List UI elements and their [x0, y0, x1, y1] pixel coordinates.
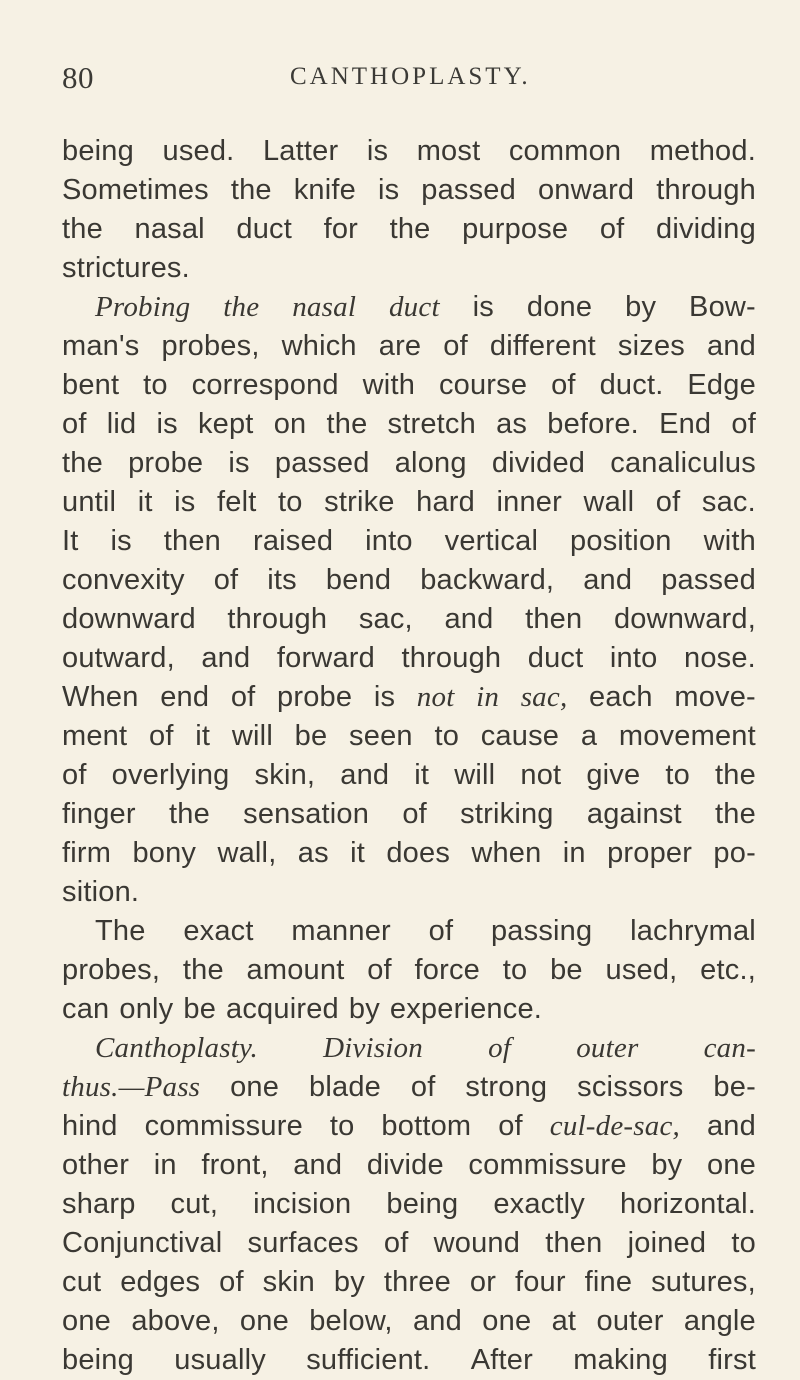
- word: probes,: [161, 330, 260, 362]
- word: not: [520, 759, 562, 791]
- word: the: [326, 408, 368, 440]
- word: commissure: [468, 1149, 627, 1181]
- text-line: [62, 990, 756, 1029]
- word: of: [498, 1110, 523, 1142]
- word: nasal: [134, 213, 205, 245]
- word: and: [707, 330, 756, 362]
- word: amount: [246, 954, 345, 986]
- word: sensation: [243, 798, 370, 830]
- page-number: 80: [62, 60, 94, 95]
- word: common: [508, 135, 622, 167]
- word: duct.: [599, 369, 664, 401]
- word: four: [514, 1266, 566, 1298]
- word: finger: [62, 798, 136, 830]
- word: will: [231, 720, 273, 752]
- word: other: [62, 1149, 130, 1181]
- text-line: [62, 1185, 756, 1224]
- word: or: [469, 1266, 497, 1298]
- word: is: [366, 135, 389, 167]
- word: and: [201, 642, 251, 674]
- word: by: [348, 993, 380, 1025]
- word: be: [294, 720, 328, 752]
- text-line: [62, 483, 756, 522]
- italic-word: cul-de-sac,: [549, 1110, 680, 1142]
- word: wall: [583, 486, 635, 518]
- word: duct: [236, 213, 292, 245]
- word: passed: [421, 174, 516, 206]
- text-line: [62, 1224, 756, 1263]
- word: Edge: [687, 369, 756, 401]
- word: Sometimes: [62, 174, 209, 206]
- word: by: [651, 1149, 683, 1181]
- word: of: [402, 798, 427, 830]
- word: the: [62, 213, 103, 245]
- word: onward: [537, 174, 635, 206]
- word: one: [62, 1305, 111, 1337]
- word: divide: [366, 1149, 444, 1181]
- word: downward: [62, 603, 196, 635]
- word: bottom: [381, 1110, 472, 1142]
- word: angle: [683, 1305, 756, 1337]
- word: three: [383, 1266, 451, 1298]
- italic-word: outer: [576, 1032, 639, 1064]
- word: hard: [416, 486, 475, 518]
- word: of: [213, 564, 239, 596]
- word: passed: [661, 564, 756, 596]
- text-line: [62, 366, 756, 405]
- word: as: [297, 837, 329, 869]
- word: the: [182, 954, 224, 986]
- word: outward,: [62, 642, 175, 674]
- word: of: [655, 486, 681, 518]
- word: which: [281, 330, 357, 362]
- text-line: [62, 1263, 756, 1302]
- word: end: [160, 681, 210, 713]
- word: usually: [174, 1344, 266, 1376]
- word: in: [562, 837, 586, 869]
- word: The: [95, 915, 146, 947]
- word: below,: [309, 1305, 393, 1337]
- word: the: [715, 759, 756, 791]
- word: scissors: [577, 1071, 684, 1103]
- italic-word: of: [488, 1032, 512, 1064]
- word: convexity: [62, 564, 185, 596]
- word: one: [230, 1071, 280, 1103]
- word: and: [583, 564, 633, 596]
- word: through: [401, 642, 502, 674]
- word: to: [278, 486, 303, 518]
- word: of: [731, 408, 756, 440]
- word: until: [62, 486, 117, 518]
- italic-word: Probing: [95, 291, 191, 323]
- word: joined: [627, 1227, 707, 1259]
- word: commissure: [144, 1110, 303, 1142]
- word: forward: [276, 642, 375, 674]
- word: then: [545, 1227, 603, 1259]
- word: manner: [291, 915, 391, 947]
- text-line: [62, 1107, 756, 1146]
- italic-word: Division: [323, 1032, 423, 1064]
- word: by: [625, 291, 657, 323]
- word: of: [62, 408, 87, 440]
- word: done: [526, 291, 593, 323]
- word: of: [551, 369, 576, 401]
- word: Latter: [262, 135, 339, 167]
- word: passing: [490, 915, 593, 947]
- word: is: [156, 408, 178, 440]
- word: wound: [433, 1227, 521, 1259]
- text-line: [62, 561, 756, 600]
- word: strictures.: [62, 252, 190, 284]
- word: of: [62, 759, 87, 791]
- word: be-: [713, 1071, 756, 1103]
- word: cause: [480, 720, 560, 752]
- word: the: [389, 213, 431, 245]
- word: outer: [596, 1305, 664, 1337]
- word: kept: [197, 408, 254, 440]
- word: of: [410, 1071, 436, 1103]
- italic-word: duct: [388, 291, 440, 323]
- word: strike: [324, 486, 395, 518]
- word: of: [367, 954, 392, 986]
- word: against: [586, 798, 682, 830]
- word: bent: [62, 369, 120, 401]
- word: knife: [293, 174, 356, 206]
- word: po-: [713, 837, 756, 869]
- word: is: [110, 525, 132, 557]
- word: is: [174, 486, 196, 518]
- word: and: [706, 1110, 756, 1142]
- word: cut,: [170, 1188, 219, 1220]
- word: being: [62, 135, 134, 167]
- word: in: [153, 1149, 177, 1181]
- page-title: CANTHOPLASTY.: [290, 63, 531, 90]
- word: canaliculus: [610, 447, 756, 479]
- italic-word: sac,: [520, 681, 568, 713]
- text-line: [62, 1146, 756, 1185]
- word: course: [438, 369, 528, 401]
- word: is: [472, 291, 494, 323]
- word: strong: [465, 1071, 548, 1103]
- word: Bow-: [689, 291, 756, 323]
- word: for: [323, 213, 359, 245]
- word: be: [550, 954, 583, 986]
- word: will: [454, 759, 496, 791]
- italic-word: the: [223, 291, 260, 323]
- word: sition.: [62, 876, 140, 908]
- word: to: [329, 1110, 355, 1142]
- word: as: [496, 408, 528, 440]
- word: then: [525, 603, 583, 635]
- word: it: [414, 759, 430, 791]
- text-line: [62, 1068, 756, 1107]
- word: into: [365, 525, 413, 557]
- word: man's: [62, 330, 140, 362]
- word: a: [580, 720, 598, 752]
- word: of: [599, 213, 625, 245]
- italic-word: thus.—Pass: [62, 1071, 201, 1103]
- word: cut: [62, 1266, 102, 1298]
- word: method.: [649, 135, 756, 167]
- word: it: [350, 837, 366, 869]
- word: vertical: [444, 525, 539, 557]
- word: dividing: [655, 213, 756, 245]
- word: edges: [120, 1266, 201, 1298]
- word: It: [62, 525, 79, 557]
- word: bony: [132, 837, 197, 869]
- word: give: [586, 759, 641, 791]
- text-line: [62, 1029, 756, 1068]
- word: lid: [106, 408, 137, 440]
- text-line: [62, 834, 756, 873]
- word: most: [416, 135, 481, 167]
- word: one: [706, 1149, 756, 1181]
- word: force: [414, 954, 481, 986]
- word: used,: [605, 954, 678, 986]
- text-line: [62, 405, 756, 444]
- text-line: [62, 951, 756, 990]
- word: striking: [460, 798, 554, 830]
- word: being: [386, 1188, 459, 1220]
- word: to: [143, 369, 168, 401]
- italic-word: can-: [703, 1032, 756, 1064]
- word: is: [377, 174, 400, 206]
- word: of: [428, 915, 454, 947]
- word: After: [470, 1344, 533, 1376]
- word: sufficient.: [306, 1344, 431, 1376]
- word: experience.: [389, 993, 543, 1025]
- word: movement: [618, 720, 756, 752]
- text-line: [62, 639, 756, 678]
- word: the: [62, 447, 103, 479]
- word: front,: [201, 1149, 269, 1181]
- word: can: [62, 993, 110, 1025]
- word: the: [168, 798, 210, 830]
- word: the: [230, 174, 272, 206]
- text-line: [62, 522, 756, 561]
- italic-word: in: [476, 681, 500, 713]
- word: raised: [252, 525, 334, 557]
- word: one: [482, 1305, 532, 1337]
- word: acquired: [226, 993, 339, 1025]
- word: position: [570, 525, 672, 557]
- text-line: [62, 171, 756, 210]
- word: firm: [62, 837, 112, 869]
- word: blade: [309, 1071, 381, 1103]
- word: backward,: [420, 564, 555, 596]
- word: wall,: [217, 837, 277, 869]
- text-line: [62, 756, 756, 795]
- word: does: [386, 837, 451, 869]
- word: with: [703, 525, 756, 557]
- text-line: [62, 1302, 756, 1341]
- word: skin,: [254, 759, 316, 791]
- word: of: [148, 720, 174, 752]
- word: skin: [262, 1266, 315, 1298]
- italic-word: nasal: [292, 291, 357, 323]
- text-line: [62, 600, 756, 639]
- italic-word: not: [416, 681, 455, 713]
- word: then: [163, 525, 222, 557]
- italic-word: Canthoplasty.: [95, 1032, 258, 1064]
- word: along: [394, 447, 467, 479]
- word: and: [293, 1149, 343, 1181]
- word: etc.,: [700, 954, 756, 986]
- word: when: [471, 837, 542, 869]
- word: through: [656, 174, 756, 206]
- word: horizontal.: [619, 1188, 756, 1220]
- word: felt: [217, 486, 257, 518]
- text-line: [62, 678, 756, 717]
- word: passed: [274, 447, 370, 479]
- word: be: [183, 993, 217, 1025]
- word: first: [708, 1344, 756, 1376]
- word: overlying: [111, 759, 230, 791]
- word: at: [551, 1305, 577, 1337]
- word: used.: [162, 135, 235, 167]
- text-line: [62, 795, 756, 834]
- word: exactly: [493, 1188, 585, 1220]
- text-line: [62, 912, 756, 951]
- word: its: [267, 564, 297, 596]
- word: and: [412, 1305, 462, 1337]
- word: purpose: [462, 213, 569, 245]
- word: by: [333, 1266, 365, 1298]
- word: is: [228, 447, 250, 479]
- text-line: [62, 327, 756, 366]
- text-line: [62, 873, 756, 912]
- word: exact: [183, 915, 254, 947]
- word: ment: [62, 720, 128, 752]
- word: downward,: [613, 603, 756, 635]
- word: with: [362, 369, 416, 401]
- word: End: [659, 408, 712, 440]
- word: is: [373, 681, 396, 713]
- word: being: [62, 1344, 134, 1376]
- word: probes,: [62, 954, 161, 986]
- word: sharp: [62, 1188, 136, 1220]
- text-line: [62, 717, 756, 756]
- word: proper: [607, 837, 693, 869]
- word: probe: [128, 447, 204, 479]
- word: When: [62, 681, 139, 713]
- text-line: [62, 210, 756, 249]
- word: to: [502, 954, 528, 986]
- word: to: [665, 759, 690, 791]
- word: inner: [496, 486, 562, 518]
- word: sizes: [617, 330, 685, 362]
- word: sac.: [701, 486, 756, 518]
- text-line: [62, 1341, 756, 1380]
- word: it: [195, 720, 211, 752]
- word: before.: [547, 408, 639, 440]
- word: bend: [325, 564, 392, 596]
- word: of: [383, 1227, 409, 1259]
- word: nose.: [683, 642, 756, 674]
- word: correspond: [191, 369, 339, 401]
- word: move-: [674, 681, 756, 713]
- word: different: [489, 330, 596, 362]
- body-text: [62, 132, 756, 1380]
- text-line: [62, 288, 756, 327]
- word: probe: [277, 681, 353, 713]
- word: sutures,: [651, 1266, 756, 1298]
- word: surfaces: [247, 1227, 359, 1259]
- word: and: [340, 759, 390, 791]
- word: on: [273, 408, 307, 440]
- word: of: [219, 1266, 244, 1298]
- word: hind: [62, 1110, 118, 1142]
- word: Conjunctival: [62, 1227, 223, 1259]
- word: and: [444, 603, 494, 635]
- word: each: [589, 681, 653, 713]
- word: lachrymal: [630, 915, 756, 947]
- word: to: [731, 1227, 756, 1259]
- word: are: [378, 330, 422, 362]
- word: it: [137, 486, 153, 518]
- word: incision: [253, 1188, 352, 1220]
- word: into: [609, 642, 658, 674]
- word: duct: [527, 642, 584, 674]
- word: above,: [131, 1305, 220, 1337]
- word: only: [119, 993, 174, 1025]
- word: seen: [349, 720, 413, 752]
- text-line: [62, 444, 756, 483]
- running-head: [62, 60, 756, 104]
- word: fine: [584, 1266, 633, 1298]
- word: the: [715, 798, 756, 830]
- word: divided: [491, 447, 586, 479]
- word: one: [239, 1305, 289, 1337]
- text-line: [62, 249, 756, 288]
- word: through: [227, 603, 328, 635]
- word: of: [230, 681, 256, 713]
- word: making: [573, 1344, 668, 1376]
- word: sac,: [358, 603, 413, 635]
- text-line: [62, 132, 756, 171]
- word: to: [434, 720, 460, 752]
- word: of: [443, 330, 468, 362]
- word: stretch: [387, 408, 476, 440]
